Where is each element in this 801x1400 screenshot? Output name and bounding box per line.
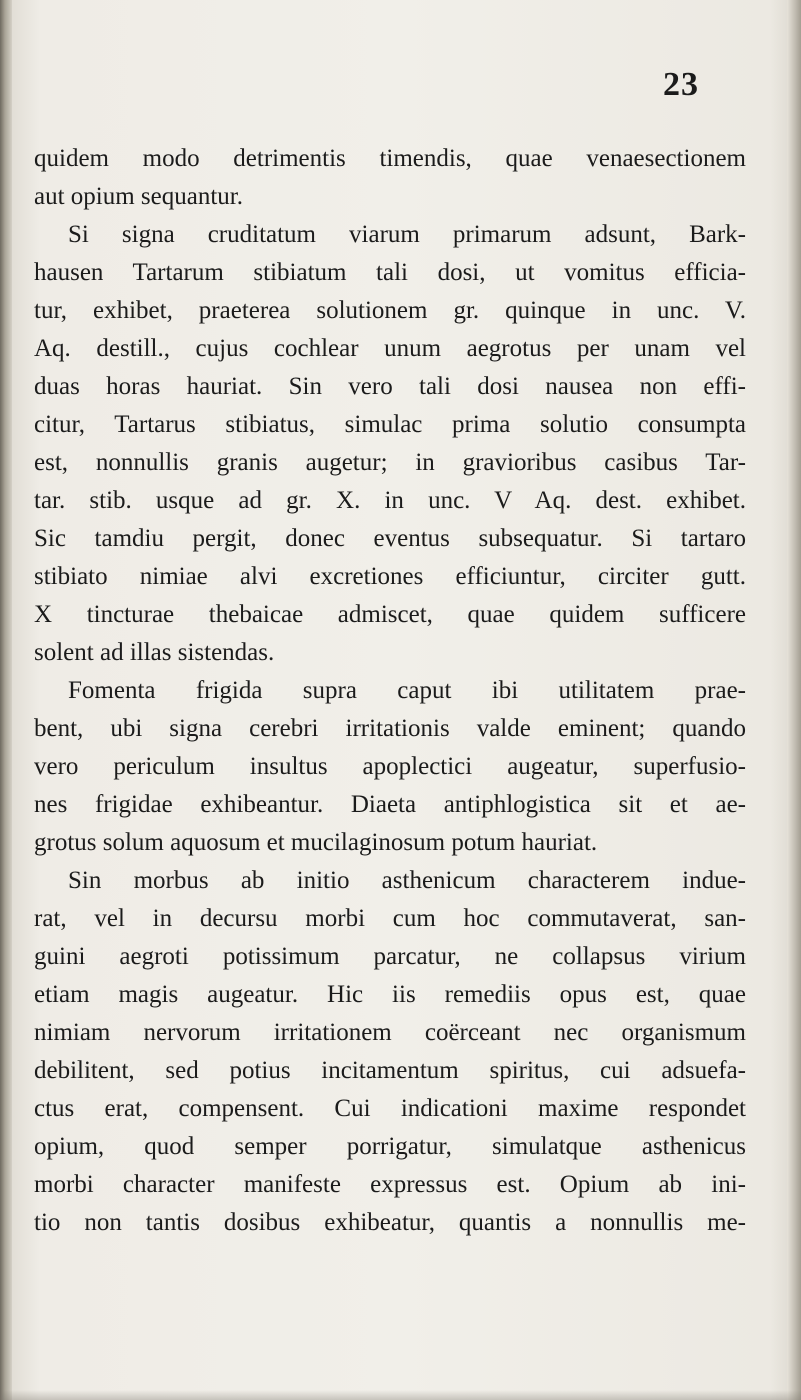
- text-line: grotus solum aquosum et mucilaginosum potum hauriat.: [34, 829, 598, 856]
- text-line: quidem modo detrimentis timendis, quae venaesectionem: [34, 145, 746, 172]
- text-line: nes frigidae exhibeantur. Diaeta antiphlogistica sit et ae-: [34, 791, 746, 818]
- body-text: [34, 140, 746, 1242]
- text-line: Aq. destill., cujus cochlear unum aegrotus per unam vel: [34, 335, 746, 362]
- text-line: solent ad illas sistendas.: [34, 639, 275, 666]
- text-line: Fomenta frigida supra caput ibi utilitatem prae-: [68, 677, 746, 704]
- text-line: aut opium sequantur.: [34, 183, 243, 210]
- text-line: hausen Tartarum stibiatum tali dosi, ut vomitus efficia-: [34, 259, 746, 286]
- text-line: tur, exhibet, praeterea solutionem gr. quinque in unc. V.: [34, 297, 746, 324]
- text-line: etiam magis augeatur. Hic iis remediis opus est, quae: [34, 981, 746, 1008]
- text-line: bent, ubi signa cerebri irritationis valde eminent; quando: [34, 715, 746, 742]
- text-line: nimiam nervorum irritationem coërceant nec organismum: [34, 1019, 746, 1046]
- text-line: stibiato nimiae alvi excretiones efficiuntur, circiter gutt.: [34, 563, 746, 590]
- text-line: morbi character manifeste expressus est. Opium ab ini-: [34, 1171, 746, 1198]
- text-line: X tincturae thebaicae admiscet, quae quidem sufficere: [34, 601, 746, 628]
- book-spine-shadow: [0, 0, 12, 1400]
- text-line: tar. stib. usque ad gr. X. in unc. V Aq. dest. exhibet.: [34, 487, 746, 514]
- text-line: duas horas hauriat. Sin vero tali dosi nausea non effi-: [34, 373, 746, 400]
- text-line: citur, Tartarus stibiatus, simulac prima solutio consumpta: [34, 411, 746, 438]
- text-line: tio non tantis dosibus exhibeatur, quantis a nonnullis me-: [34, 1209, 746, 1236]
- text-line: est, nonnullis granis augetur; in gravioribus casibus Tar-: [34, 449, 746, 476]
- text-line: vero periculum insultus apoplectici augeatur, superfusio-: [34, 753, 746, 780]
- text-line: guini aegroti potissimum parcatur, ne collapsus virium: [34, 943, 746, 970]
- text-line: Sic tamdiu pergit, donec eventus subsequatur. Si tartaro: [34, 525, 746, 552]
- text-line: rat, vel in decursu morbi cum hoc commutaverat, san-: [34, 905, 746, 932]
- page-bottom-edge: [0, 1390, 801, 1400]
- text-line: ctus erat, compensent. Cui indicationi maxime respondet: [34, 1095, 746, 1122]
- text-line: Si signa cruditatum viarum primarum adsunt, Bark-: [68, 221, 746, 248]
- page-number: 23: [663, 66, 699, 103]
- text-line: debilitent, sed potius incitamentum spiritus, cui adsuefa-: [34, 1057, 746, 1084]
- page-edge-shadow: [787, 0, 801, 1400]
- text-line: opium, quod semper porrigatur, simulatque asthenicus: [34, 1133, 746, 1160]
- text-line: Sin morbus ab initio asthenicum characterem indue-: [68, 867, 746, 894]
